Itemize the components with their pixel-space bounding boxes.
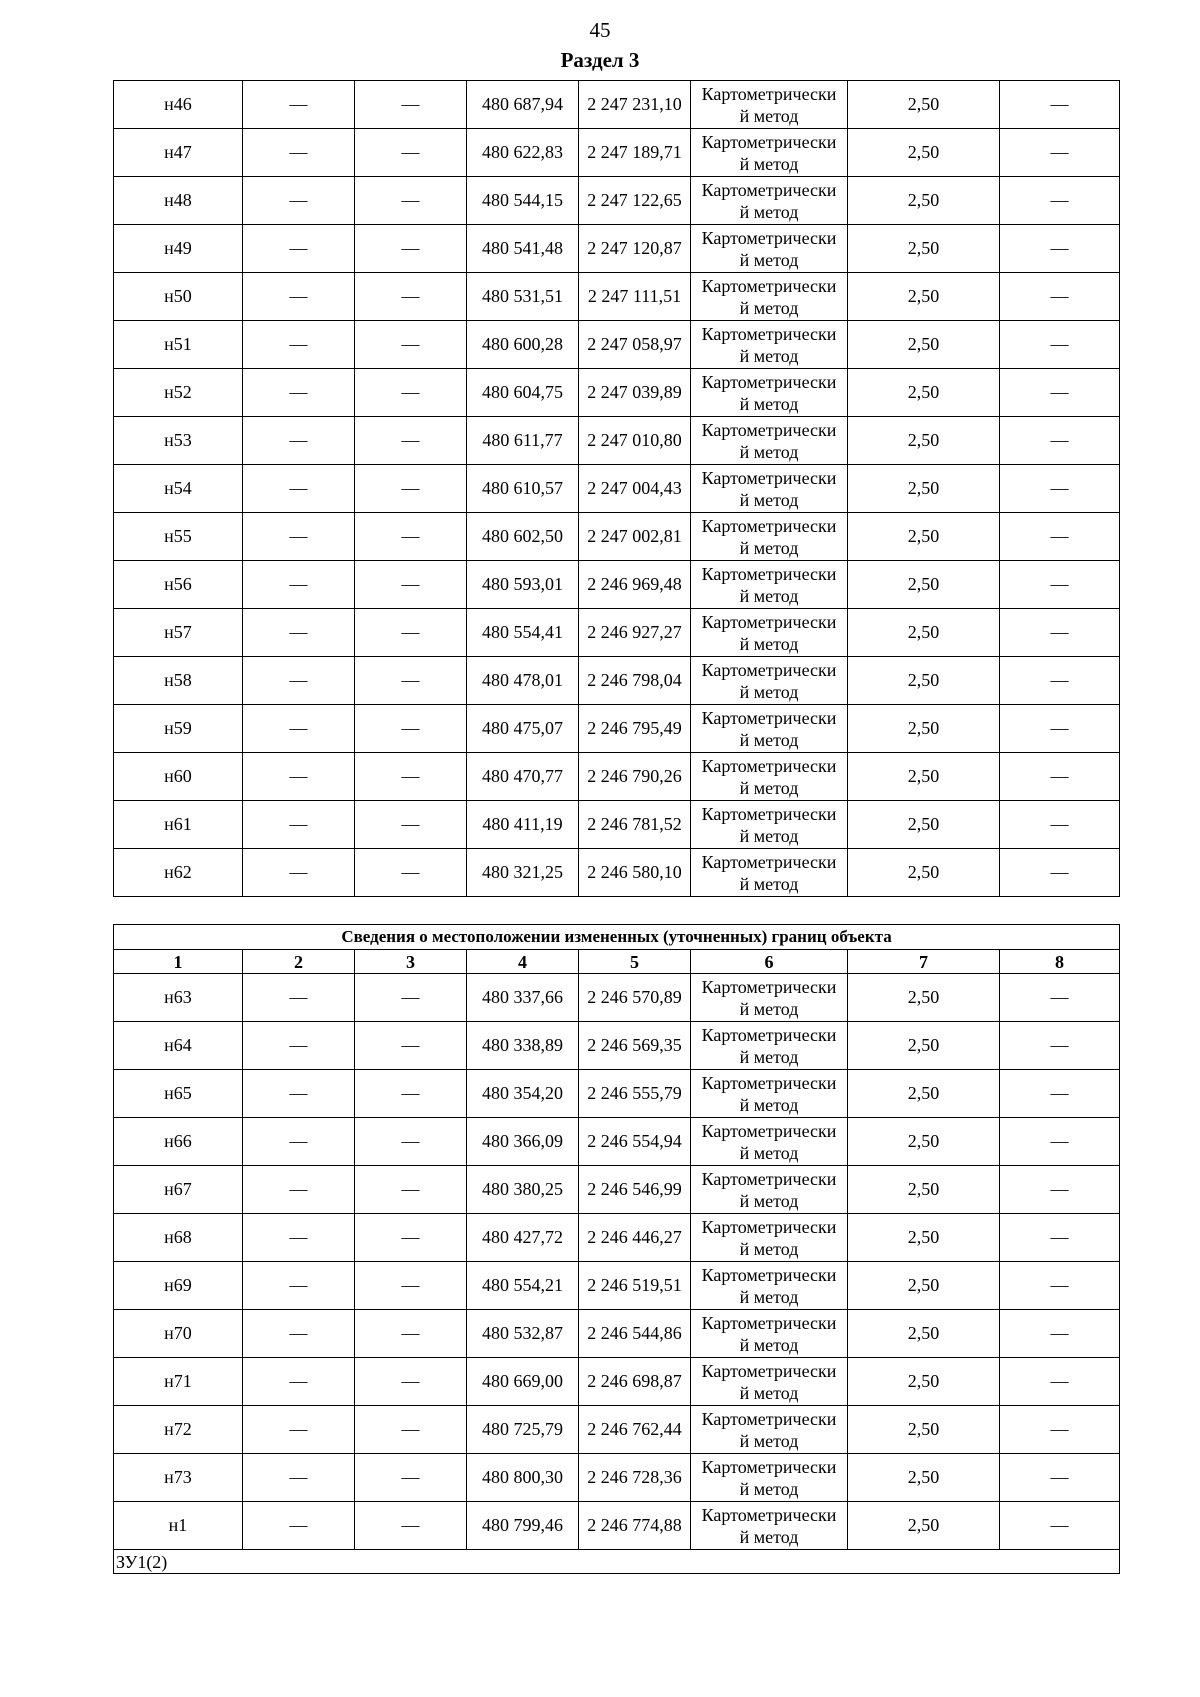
table-body xyxy=(114,925,1120,1574)
cell-method: Картометрически й метод xyxy=(691,974,848,1022)
cell-marking: — xyxy=(1000,753,1120,801)
cell-marking: — xyxy=(1000,417,1120,465)
cell-existing-y: — xyxy=(355,177,467,225)
cell-method: Картометрически й метод xyxy=(691,81,848,129)
cell-method: Картометрически й метод xyxy=(691,1502,848,1550)
cell-existing-x: — xyxy=(243,849,355,897)
cell-marking: — xyxy=(1000,273,1120,321)
cell-new-y: 2 247 039,89 xyxy=(579,369,691,417)
cell-point-name: н63 xyxy=(114,974,243,1022)
cell-method: Картометрически й метод xyxy=(691,609,848,657)
column-header-6: 6 xyxy=(691,950,848,974)
cell-existing-x: — xyxy=(243,801,355,849)
cell-existing-y: — xyxy=(355,225,467,273)
cell-existing-y: — xyxy=(355,801,467,849)
cell-accuracy: 2,50 xyxy=(848,609,1000,657)
cell-accuracy: 2,50 xyxy=(848,974,1000,1022)
column-header-8: 8 xyxy=(1000,950,1120,974)
cell-point-name: н69 xyxy=(114,1262,243,1310)
cell-existing-x: — xyxy=(243,705,355,753)
cell-accuracy: 2,50 xyxy=(848,177,1000,225)
cell-new-x: 480 611,77 xyxy=(467,417,579,465)
cell-marking: — xyxy=(1000,1022,1120,1070)
cell-new-x: 480 532,87 xyxy=(467,1310,579,1358)
cell-existing-x: — xyxy=(243,129,355,177)
table-row xyxy=(114,1214,1120,1262)
cell-method: Картометрически й метод xyxy=(691,177,848,225)
cell-point-name: н46 xyxy=(114,81,243,129)
table-row xyxy=(114,1454,1120,1502)
cell-new-x: 480 669,00 xyxy=(467,1358,579,1406)
cell-existing-y: — xyxy=(355,849,467,897)
cell-accuracy: 2,50 xyxy=(848,129,1000,177)
cell-accuracy: 2,50 xyxy=(848,369,1000,417)
cell-method: Картометрически й метод xyxy=(691,1214,848,1262)
table-row xyxy=(114,1406,1120,1454)
cell-method: Картометрически й метод xyxy=(691,129,848,177)
cell-existing-x: — xyxy=(243,369,355,417)
cell-new-x: 480 602,50 xyxy=(467,513,579,561)
cell-marking: — xyxy=(1000,1214,1120,1262)
cell-new-x: 480 622,83 xyxy=(467,129,579,177)
cell-point-name: н60 xyxy=(114,753,243,801)
section-title: Раздел 3 xyxy=(560,48,640,72)
cell-new-y: 2 246 969,48 xyxy=(579,561,691,609)
cell-accuracy: 2,50 xyxy=(848,1118,1000,1166)
cell-point-name: н49 xyxy=(114,225,243,273)
cell-existing-y: — xyxy=(355,81,467,129)
cell-marking: — xyxy=(1000,513,1120,561)
cell-marking: — xyxy=(1000,1310,1120,1358)
table-body xyxy=(114,81,1120,897)
cell-accuracy: 2,50 xyxy=(848,1262,1000,1310)
cell-existing-x: — xyxy=(243,321,355,369)
table-row xyxy=(114,974,1120,1022)
table-row xyxy=(114,1262,1120,1310)
cell-method: Картометрически й метод xyxy=(691,417,848,465)
cell-new-y: 2 247 111,51 xyxy=(579,273,691,321)
cell-existing-y: — xyxy=(355,321,467,369)
cell-method: Картометрически й метод xyxy=(691,705,848,753)
cell-accuracy: 2,50 xyxy=(848,1214,1000,1262)
cell-new-x: 480 338,89 xyxy=(467,1022,579,1070)
cell-existing-x: — xyxy=(243,1454,355,1502)
column-header-2: 2 xyxy=(243,950,355,974)
cell-method: Картометрически й метод xyxy=(691,849,848,897)
cell-marking: — xyxy=(1000,1454,1120,1502)
cell-accuracy: 2,50 xyxy=(848,273,1000,321)
table-row xyxy=(114,1070,1120,1118)
cell-existing-x: — xyxy=(243,1262,355,1310)
cell-new-x: 480 554,21 xyxy=(467,1262,579,1310)
cell-existing-y: — xyxy=(355,1166,467,1214)
cell-new-x: 480 687,94 xyxy=(467,81,579,129)
cell-point-name: н50 xyxy=(114,273,243,321)
cell-accuracy: 2,50 xyxy=(848,657,1000,705)
table-row xyxy=(114,849,1120,897)
cell-new-y: 2 246 446,27 xyxy=(579,1214,691,1262)
cell-accuracy: 2,50 xyxy=(848,1358,1000,1406)
cell-method: Картометрически й метод xyxy=(691,657,848,705)
cell-existing-x: — xyxy=(243,1406,355,1454)
column-header-4: 4 xyxy=(467,950,579,974)
cell-marking: — xyxy=(1000,1406,1120,1454)
cell-point-name: н64 xyxy=(114,1022,243,1070)
cell-new-x: 480 541,48 xyxy=(467,225,579,273)
cell-new-y: 2 246 774,88 xyxy=(579,1502,691,1550)
cell-accuracy: 2,50 xyxy=(848,465,1000,513)
cell-existing-y: — xyxy=(355,1070,467,1118)
column-header-row xyxy=(114,950,1120,974)
cell-new-x: 480 725,79 xyxy=(467,1406,579,1454)
cell-existing-y: — xyxy=(355,1022,467,1070)
table-row xyxy=(114,1118,1120,1166)
cell-marking: — xyxy=(1000,1502,1120,1550)
column-header-1: 1 xyxy=(114,950,243,974)
cell-existing-y: — xyxy=(355,657,467,705)
table-title-row xyxy=(114,925,1120,950)
cell-method: Картометрически й метод xyxy=(691,801,848,849)
cell-accuracy: 2,50 xyxy=(848,1166,1000,1214)
coordinates-table-continued xyxy=(113,80,1120,897)
cell-method: Картометрически й метод xyxy=(691,1454,848,1502)
cell-new-y: 2 247 189,71 xyxy=(579,129,691,177)
table-row xyxy=(114,1166,1120,1214)
table-row xyxy=(114,657,1120,705)
cell-point-name: н65 xyxy=(114,1070,243,1118)
cell-method: Картометрически й метод xyxy=(691,321,848,369)
cell-accuracy: 2,50 xyxy=(848,1454,1000,1502)
cell-method: Картометрически й метод xyxy=(691,753,848,801)
cell-method: Картометрически й метод xyxy=(691,1166,848,1214)
column-header-7: 7 xyxy=(848,950,1000,974)
cell-new-x: 480 427,72 xyxy=(467,1214,579,1262)
cell-existing-x: — xyxy=(243,465,355,513)
cell-new-y: 2 247 010,80 xyxy=(579,417,691,465)
cell-method: Картометрически й метод xyxy=(691,369,848,417)
cell-marking: — xyxy=(1000,1118,1120,1166)
cell-method: Картометрически й метод xyxy=(691,1406,848,1454)
cell-new-y: 2 246 927,27 xyxy=(579,609,691,657)
cell-accuracy: 2,50 xyxy=(848,417,1000,465)
table-row xyxy=(114,513,1120,561)
cell-accuracy: 2,50 xyxy=(848,1022,1000,1070)
changed-boundaries-table xyxy=(113,924,1120,1574)
cell-point-name: н72 xyxy=(114,1406,243,1454)
cell-point-name: н73 xyxy=(114,1454,243,1502)
cell-new-x: 480 593,01 xyxy=(467,561,579,609)
table-row xyxy=(114,465,1120,513)
cell-marking: — xyxy=(1000,1358,1120,1406)
cell-new-y: 2 246 798,04 xyxy=(579,657,691,705)
cell-accuracy: 2,50 xyxy=(848,705,1000,753)
cell-new-x: 480 411,19 xyxy=(467,801,579,849)
cell-existing-x: — xyxy=(243,1214,355,1262)
cell-point-name: н58 xyxy=(114,657,243,705)
cell-marking: — xyxy=(1000,561,1120,609)
cell-existing-y: — xyxy=(355,369,467,417)
cell-marking: — xyxy=(1000,657,1120,705)
cell-existing-x: — xyxy=(243,177,355,225)
cell-new-x: 480 610,57 xyxy=(467,465,579,513)
cell-accuracy: 2,50 xyxy=(848,1310,1000,1358)
cell-marking: — xyxy=(1000,609,1120,657)
cell-marking: — xyxy=(1000,974,1120,1022)
cell-new-y: 2 246 570,89 xyxy=(579,974,691,1022)
cell-existing-x: — xyxy=(243,417,355,465)
cell-existing-x: — xyxy=(243,1310,355,1358)
cell-new-x: 480 475,07 xyxy=(467,705,579,753)
cell-new-y: 2 246 790,26 xyxy=(579,753,691,801)
cell-accuracy: 2,50 xyxy=(848,321,1000,369)
cell-point-name: н51 xyxy=(114,321,243,369)
cell-new-y: 2 247 120,87 xyxy=(579,225,691,273)
table-row xyxy=(114,1502,1120,1550)
cell-new-x: 480 470,77 xyxy=(467,753,579,801)
cell-marking: — xyxy=(1000,465,1120,513)
cell-existing-y: — xyxy=(355,1118,467,1166)
cell-marking: — xyxy=(1000,801,1120,849)
cell-marking: — xyxy=(1000,705,1120,753)
cell-existing-x: — xyxy=(243,1118,355,1166)
cell-new-y: 2 247 002,81 xyxy=(579,513,691,561)
cell-method: Картометрически й метод xyxy=(691,1118,848,1166)
cell-existing-y: — xyxy=(355,609,467,657)
table-row xyxy=(114,705,1120,753)
cell-point-name: н56 xyxy=(114,561,243,609)
cell-point-name: н61 xyxy=(114,801,243,849)
cell-existing-x: — xyxy=(243,657,355,705)
cell-new-x: 480 366,09 xyxy=(467,1118,579,1166)
cell-method: Картометрически й метод xyxy=(691,225,848,273)
cell-existing-x: — xyxy=(243,753,355,801)
parcel-label: ЗУ1(2) xyxy=(114,1550,1120,1574)
cell-method: Картометрически й метод xyxy=(691,1358,848,1406)
cell-existing-x: — xyxy=(243,974,355,1022)
cell-new-x: 480 604,75 xyxy=(467,369,579,417)
cell-point-name: н48 xyxy=(114,177,243,225)
cell-new-y: 2 246 554,94 xyxy=(579,1118,691,1166)
cell-new-y: 2 246 544,86 xyxy=(579,1310,691,1358)
cell-method: Картометрически й метод xyxy=(691,465,848,513)
cell-accuracy: 2,50 xyxy=(848,561,1000,609)
column-header-3: 3 xyxy=(355,950,467,974)
cell-point-name: н52 xyxy=(114,369,243,417)
cell-existing-y: — xyxy=(355,705,467,753)
cell-new-x: 480 321,25 xyxy=(467,849,579,897)
cell-existing-x: — xyxy=(243,1358,355,1406)
cell-existing-x: — xyxy=(243,1166,355,1214)
cell-accuracy: 2,50 xyxy=(848,801,1000,849)
cell-marking: — xyxy=(1000,81,1120,129)
cell-existing-x: — xyxy=(243,273,355,321)
cell-accuracy: 2,50 xyxy=(848,849,1000,897)
cell-method: Картометрически й метод xyxy=(691,513,848,561)
cell-existing-y: — xyxy=(355,974,467,1022)
cell-existing-x: — xyxy=(243,513,355,561)
cell-existing-y: — xyxy=(355,1454,467,1502)
table-row xyxy=(114,609,1120,657)
cell-new-y: 2 246 781,52 xyxy=(579,801,691,849)
table-row xyxy=(114,1310,1120,1358)
cell-existing-y: — xyxy=(355,561,467,609)
cell-marking: — xyxy=(1000,177,1120,225)
cell-marking: — xyxy=(1000,1262,1120,1310)
table-row xyxy=(114,177,1120,225)
cell-accuracy: 2,50 xyxy=(848,1070,1000,1118)
table-row xyxy=(114,273,1120,321)
cell-new-x: 480 337,66 xyxy=(467,974,579,1022)
cell-new-y: 2 246 519,51 xyxy=(579,1262,691,1310)
cell-point-name: н54 xyxy=(114,465,243,513)
cell-point-name: н71 xyxy=(114,1358,243,1406)
cell-new-y: 2 246 580,10 xyxy=(579,849,691,897)
cell-point-name: н53 xyxy=(114,417,243,465)
cell-method: Картометрически й метод xyxy=(691,1022,848,1070)
cell-new-y: 2 246 795,49 xyxy=(579,705,691,753)
cell-existing-y: — xyxy=(355,513,467,561)
cell-existing-x: — xyxy=(243,225,355,273)
table-row xyxy=(114,417,1120,465)
cell-existing-y: — xyxy=(355,753,467,801)
cell-existing-y: — xyxy=(355,273,467,321)
table-footer-row xyxy=(114,1550,1120,1574)
cell-point-name: н62 xyxy=(114,849,243,897)
cell-point-name: н55 xyxy=(114,513,243,561)
cell-new-y: 2 247 231,10 xyxy=(579,81,691,129)
table-row xyxy=(114,1022,1120,1070)
cell-new-x: 480 380,25 xyxy=(467,1166,579,1214)
cell-new-x: 480 544,15 xyxy=(467,177,579,225)
table-row xyxy=(114,1358,1120,1406)
cell-existing-y: — xyxy=(355,129,467,177)
table-row xyxy=(114,129,1120,177)
cell-existing-x: — xyxy=(243,1022,355,1070)
table-row xyxy=(114,225,1120,273)
cell-accuracy: 2,50 xyxy=(848,1406,1000,1454)
cell-point-name: н67 xyxy=(114,1166,243,1214)
cell-method: Картометрически й метод xyxy=(691,1310,848,1358)
cell-existing-x: — xyxy=(243,561,355,609)
cell-accuracy: 2,50 xyxy=(848,1502,1000,1550)
cell-existing-y: — xyxy=(355,417,467,465)
cell-existing-y: — xyxy=(355,1358,467,1406)
cell-existing-y: — xyxy=(355,1214,467,1262)
cell-marking: — xyxy=(1000,225,1120,273)
cell-new-y: 2 247 058,97 xyxy=(579,321,691,369)
cell-new-y: 2 247 004,43 xyxy=(579,465,691,513)
cell-existing-y: — xyxy=(355,1502,467,1550)
cell-marking: — xyxy=(1000,369,1120,417)
cell-new-x: 480 800,30 xyxy=(467,1454,579,1502)
cell-existing-y: — xyxy=(355,465,467,513)
cell-point-name: н1 xyxy=(114,1502,243,1550)
cell-method: Картометрически й метод xyxy=(691,1070,848,1118)
cell-point-name: н68 xyxy=(114,1214,243,1262)
cell-point-name: н59 xyxy=(114,705,243,753)
table-title: Сведения о местоположении измененных (уточненных) границ объекта xyxy=(114,925,1120,950)
cell-method: Картометрически й метод xyxy=(691,273,848,321)
cell-new-x: 480 478,01 xyxy=(467,657,579,705)
cell-new-y: 2 246 762,44 xyxy=(579,1406,691,1454)
cell-marking: — xyxy=(1000,1070,1120,1118)
cell-accuracy: 2,50 xyxy=(848,81,1000,129)
cell-existing-x: — xyxy=(243,1070,355,1118)
cell-new-x: 480 799,46 xyxy=(467,1502,579,1550)
cell-method: Картометрически й метод xyxy=(691,561,848,609)
table-row xyxy=(114,369,1120,417)
cell-new-x: 480 354,20 xyxy=(467,1070,579,1118)
cell-new-y: 2 246 555,79 xyxy=(579,1070,691,1118)
cell-accuracy: 2,50 xyxy=(848,225,1000,273)
table-row xyxy=(114,753,1120,801)
cell-point-name: н66 xyxy=(114,1118,243,1166)
cell-existing-x: — xyxy=(243,81,355,129)
cell-new-y: 2 246 728,36 xyxy=(579,1454,691,1502)
page-number: 45 xyxy=(589,18,611,42)
cell-accuracy: 2,50 xyxy=(848,513,1000,561)
cell-marking: — xyxy=(1000,129,1120,177)
cell-new-y: 2 246 698,87 xyxy=(579,1358,691,1406)
cell-marking: — xyxy=(1000,1166,1120,1214)
cell-existing-x: — xyxy=(243,609,355,657)
cell-marking: — xyxy=(1000,849,1120,897)
cell-new-y: 2 246 546,99 xyxy=(579,1166,691,1214)
cell-existing-y: — xyxy=(355,1310,467,1358)
cell-method: Картометрически й метод xyxy=(691,1262,848,1310)
table-row xyxy=(114,321,1120,369)
cell-new-x: 480 531,51 xyxy=(467,273,579,321)
cell-new-y: 2 246 569,35 xyxy=(579,1022,691,1070)
cell-new-x: 480 554,41 xyxy=(467,609,579,657)
cell-new-x: 480 600,28 xyxy=(467,321,579,369)
table-row xyxy=(114,561,1120,609)
cell-point-name: н70 xyxy=(114,1310,243,1358)
cell-new-y: 2 247 122,65 xyxy=(579,177,691,225)
cell-existing-x: — xyxy=(243,1502,355,1550)
cell-point-name: н57 xyxy=(114,609,243,657)
cell-marking: — xyxy=(1000,321,1120,369)
cell-existing-y: — xyxy=(355,1262,467,1310)
cell-accuracy: 2,50 xyxy=(848,753,1000,801)
column-header-5: 5 xyxy=(579,950,691,974)
table-row xyxy=(114,81,1120,129)
cell-point-name: н47 xyxy=(114,129,243,177)
table-row xyxy=(114,801,1120,849)
cell-existing-y: — xyxy=(355,1406,467,1454)
